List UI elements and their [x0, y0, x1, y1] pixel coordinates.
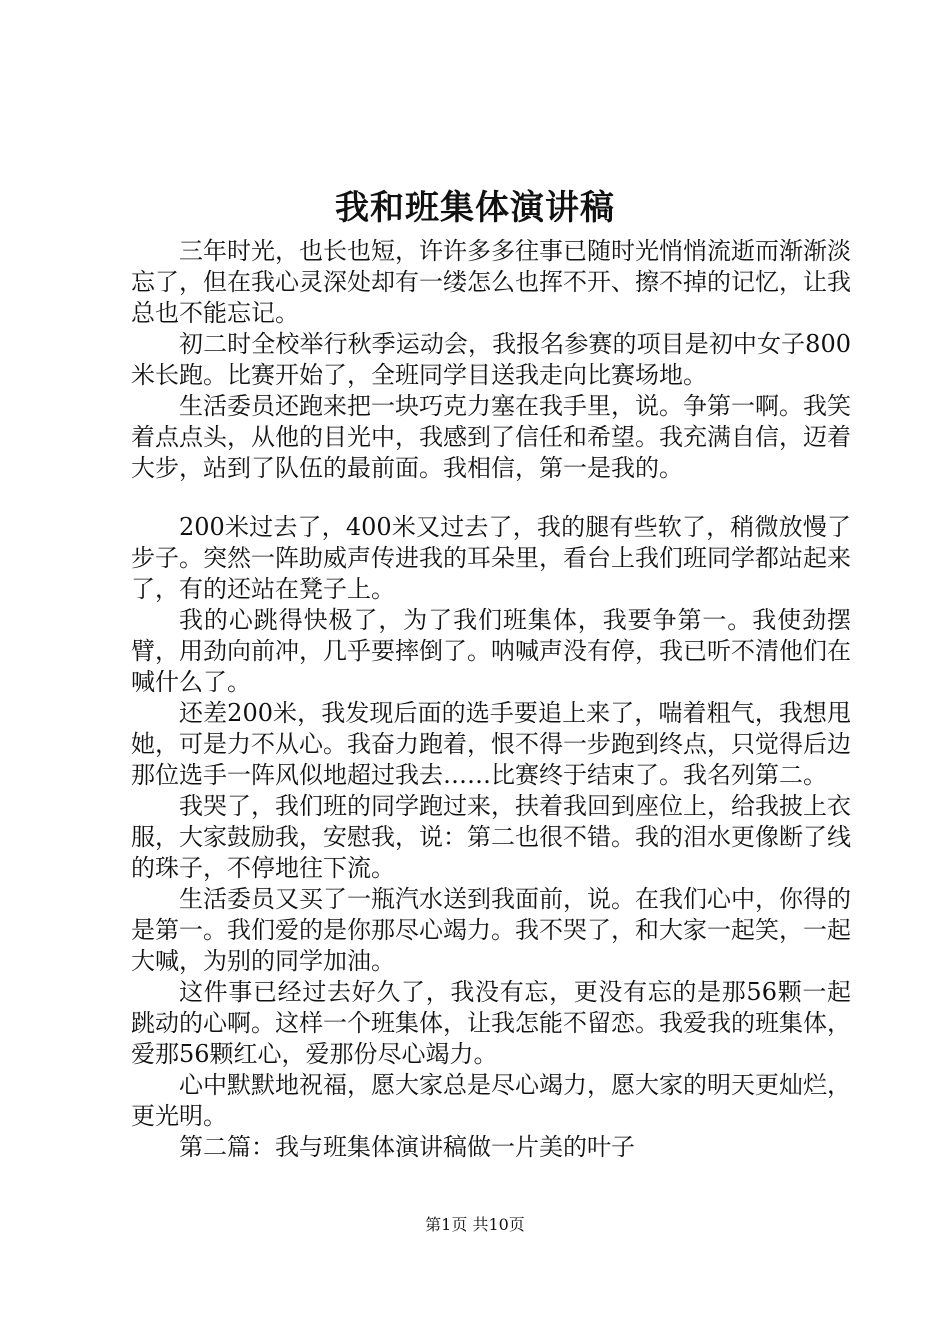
paragraph: 这件事已经过去好久了，我没有忘，更没有忘的是那56颗一起跳动的心啊。这样一个班集体，让我怎能不留恋。我爱我的班集体，爱那56颗红心，爱那份尽心竭力。	[131, 978, 851, 1068]
paragraph: 我哭了，我们班的同学跑过来，扶着我回到座位上，给我披上衣服，大家鼓励我，安慰我，说：第二也很不错。我的泪水更像断了线的珠子，不停地往下流。	[131, 792, 851, 882]
paragraph: 200米过去了，400米又过去了，我的腿有些软了，稍微放慢了步子。突然一阵助威声传进我的耳朵里，看台上我们班同学都站起来了，有的还站在凳子上。	[131, 513, 851, 603]
paragraph: 还差200米，我发现后面的选手要追上来了，喘着粗气，我想甩她，可是力不从心。我奋力跑着，恨不得一步跑到终点，只觉得后边那位选手一阵风似地超过我去……比赛终于结束了。我名列第二。	[131, 699, 851, 789]
paragraph: 我的心跳得快极了，为了我们班集体，我要争第一。我使劲摆臂，用劲向前冲，几乎要摔倒了。呐喊声没有停，我已听不清他们在喊什么了。	[131, 606, 851, 696]
section-heading: 第二篇：我与班集体演讲稿做一片美的叶子	[179, 1133, 635, 1161]
paragraph: 三年时光，也长也短，许许多多往事已随时光悄悄流逝而渐渐淡忘了，但在我心灵深处却有一缕怎么也挥不开、擦不掉的记忆，让我总也不能忘记。	[131, 237, 851, 327]
document-title: 我和班集体演讲稿	[335, 188, 615, 228]
paragraph: 初二时全校举行秋季运动会，我报名参赛的项目是初中女子800米长跑。比赛开始了，全班同学目送我走向比赛场地。	[131, 330, 851, 389]
paragraph: 生活委员又买了一瓶汽水送到我面前，说。在我们心中，你得的是第一。我们爱的是你那尽心竭力。我不哭了，和大家一起笑，一起大喊，为别的同学加油。	[131, 885, 851, 975]
paragraph: 生活委员还跑来把一块巧克力塞在我手里，说。争第一啊。我笑着点点头，从他的目光中，我感到了信任和希望。我充满自信，迈着大步，站到了队伍的最前面。我相信，第一是我的。	[131, 392, 851, 482]
document-body	[131, 236, 851, 1163]
paragraph: 心中默默地祝福，愿大家总是尽心竭力，愿大家的明天更灿烂，更光明。	[131, 1071, 851, 1130]
page-number-footer: 第1页 共10页	[425, 1215, 525, 1234]
